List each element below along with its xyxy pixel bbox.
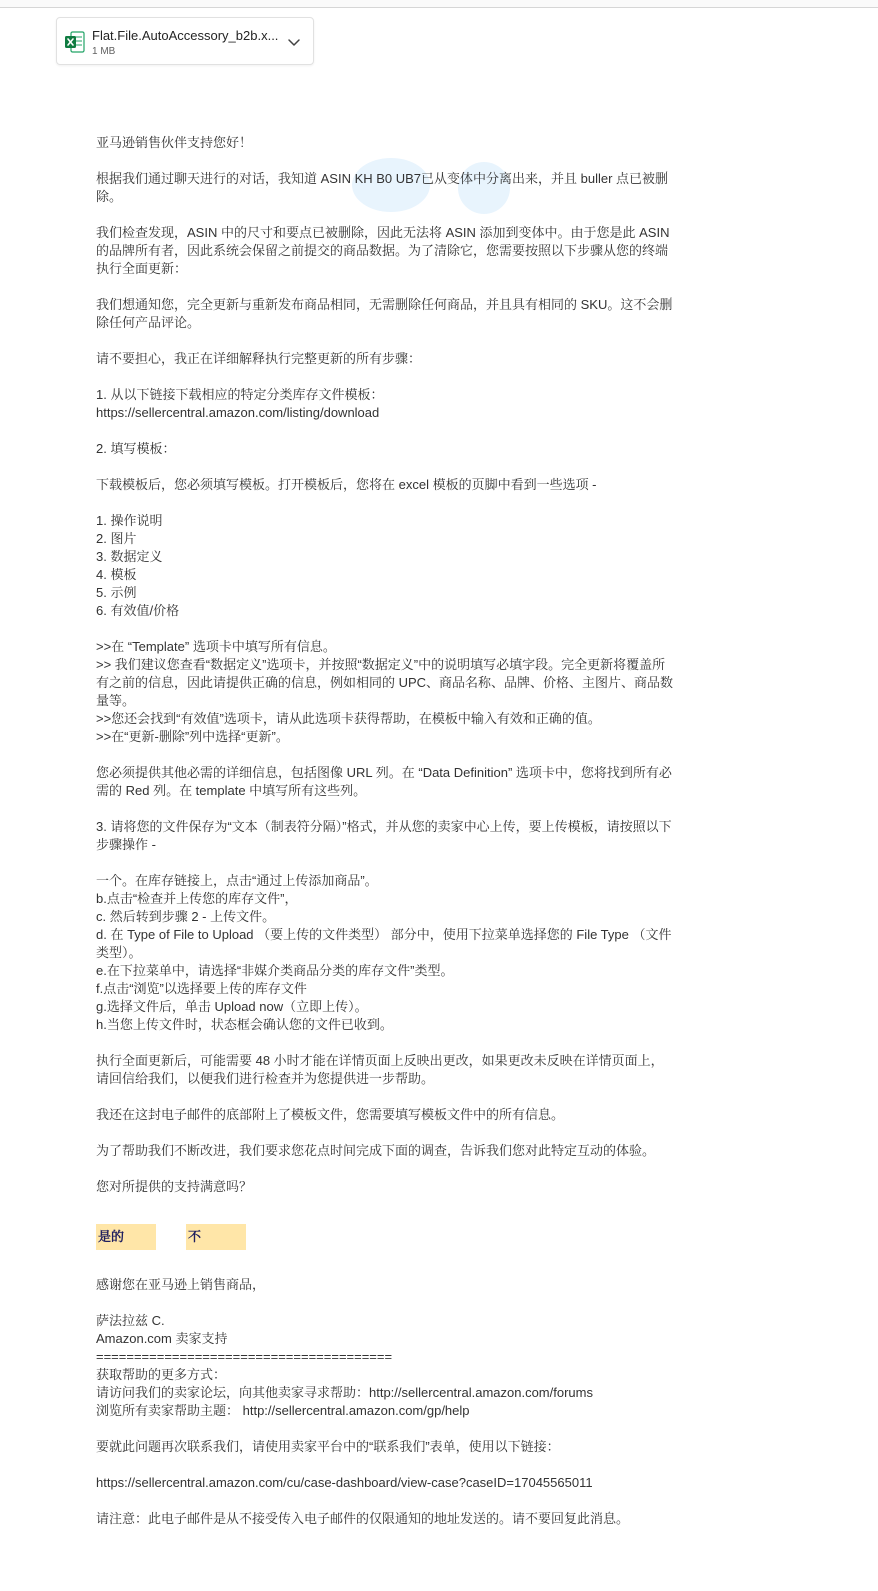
attachment-file-size: 1 MB bbox=[92, 46, 116, 57]
chevron-down-icon[interactable] bbox=[285, 33, 303, 51]
window-top-edge bbox=[0, 0, 878, 8]
paragraph: 根据我们通过聊天进行的对话，我知道 ASIN KH B0 UB7已从变体中分离出来，并且 buller 点已被删除。 bbox=[96, 171, 669, 204]
paragraph: 为了帮助我们不断改进，我们要求您花点时间完成下面的调查，告诉我们您对此特定互动的体验。 bbox=[96, 1143, 656, 1158]
tips-list: >>在 “Template” 选项卡中填写所有信息。 >> 我们建议您查看“数据定义”选项卡，并按照“数据定义”中的说明填写必填字段。完全更新将覆盖所有之前的信息，因此请提供正确的信息，例如相同的 UPC、商品名称、品牌、价格、主图片、商品数量等。 >>您还会找到“有效值”选项卡，请从此选项卡获得帮助，在模板中输入有效和正确的值。 >>在“更新-删除”列中选择“更新”。 bbox=[96, 639, 674, 744]
survey-vote-row bbox=[96, 1224, 676, 1250]
paragraph: 执行全面更新后，可能需要 48 小时才能在详情页面上反映出更改，如果更改未反映在详情页面上，请回信给我们，以便我们进行检查并为您提供进一步帮助。 bbox=[96, 1053, 664, 1086]
case-link[interactable]: https://sellercentral.amazon.com/cu/case-dashboard/view-case?caseID=17045565011 bbox=[96, 1475, 593, 1490]
step-1: 1. 从以下链接下载相应的特定分类库存文件模板： https://sellercentral.amazon.com/listing/download bbox=[96, 387, 384, 420]
template-tabs-list: 1. 操作说明 2. 图片 3. 数据定义 4. 模板 5. 示例 6. 有效值/价格 bbox=[96, 513, 180, 618]
email-body bbox=[96, 134, 676, 1546]
contact-instructions: 要就此问题再次联系我们，请使用卖家平台中的“联系我们”表单，使用以下链接： bbox=[96, 1439, 560, 1454]
upload-steps-list: 一个。在库存链接上，点击“通过上传添加商品”。 b.点击“检查并上传您的库存文件”， c. 然后转到步骤 2 - 上传文件。 d. 在 Type of File to Upload （要上传的文件类型） 部分中，使用下拉菜单选择您的 File Type （文件类型）。 e.在下拉菜单中，请选择“非媒介类商品分类的库存文件”类型。 f.点击“浏览”以选择要上传的库存文件 g.选择文件后，单击 Upload now（立即上传）。 h.当您上传文件时，状态框会确认您的文件已收到。 bbox=[96, 873, 672, 1032]
attachment-file-name: Flat.File.AutoAccessory_b2b.x... bbox=[92, 28, 279, 43]
vote-no-button[interactable]: 不 bbox=[186, 1224, 246, 1250]
paragraph: 我们检查发现，ASIN 中的尺寸和要点已被删除，因此无法将 ASIN 添加到变体中。由于您是此 ASIN 的品牌所有者，因此系统会保留之前提交的商品数据。为了清除它，您需要按照以下步骤从您的终端执行全面更新： bbox=[96, 225, 670, 276]
vote-yes-button[interactable]: 是的 bbox=[96, 1224, 156, 1250]
paragraph: 您必须提供其他必需的详细信息，包括图像 URL 列。在 “Data Definition” 选项卡中，您将找到所有必需的 Red 列。在 template 中填写所有这些列。 bbox=[96, 765, 672, 798]
closing-thanks: 感谢您在亚马逊上销售商品， bbox=[96, 1277, 266, 1292]
paragraph: 请不要担心，我正在详细解释执行完整更新的所有步骤： bbox=[96, 351, 422, 366]
paragraph: 我们想通知您，完全更新与重新发布商品相同，无需删除任何商品，并且具有相同的 SKU。这不会删除任何产品评论。 bbox=[96, 297, 673, 330]
greeting: 亚马逊销售伙伴支持您好！ bbox=[96, 135, 253, 150]
survey-question: 您对所提供的支持满意吗？ bbox=[96, 1179, 253, 1194]
excel-icon bbox=[65, 31, 85, 53]
paragraph: 我还在这封电子邮件的底部附上了模板文件，您需要填写模板文件中的所有信息。 bbox=[96, 1107, 565, 1122]
paragraph: 下载模板后，您必须填写模板。打开模板后，您将在 excel 模板的页脚中看到一些选项 - bbox=[96, 477, 597, 492]
no-reply-notice: 请注意：此电子邮件是从不接受传入电子邮件的仅限通知的地址发送的。请不要回复此消息。 bbox=[96, 1511, 630, 1526]
step-2: 2. 填写模板： bbox=[96, 441, 176, 456]
step-3: 3. 请将您的文件保存为“文本（制表符分隔）”格式，并从您的卖家中心上传，要上传模板，请按照以下步骤操作 - bbox=[96, 819, 672, 852]
attachment-card[interactable] bbox=[56, 17, 314, 65]
signature-block: 萨法拉兹 C. Amazon.com 卖家支持 ======================================= 获取帮助的更多方式： 请访问我们的卖家论坛，向其他卖家寻求帮助：http://sellercentral.amazon.com/forums 浏览所有卖家帮助主题： http://sellercentral.amazon.com/gp/help bbox=[96, 1313, 593, 1418]
